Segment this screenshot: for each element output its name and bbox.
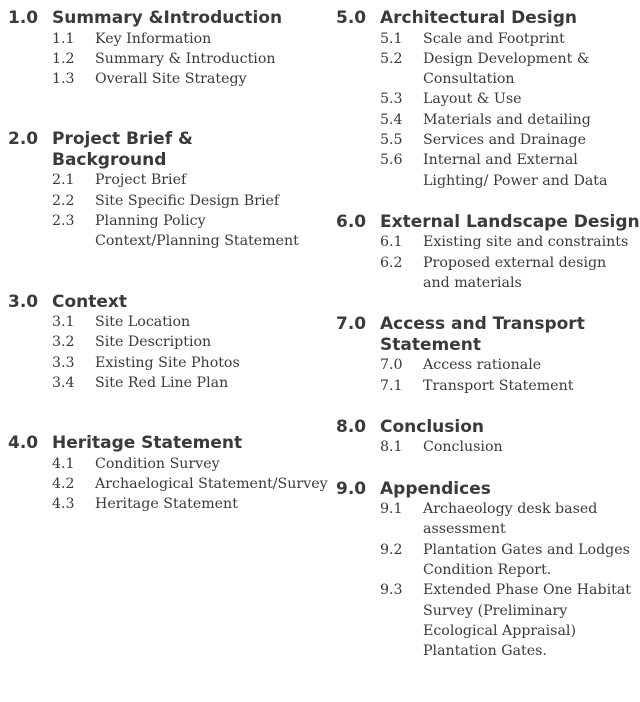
item-number: 5.4 xyxy=(380,111,403,128)
section-number: 4.0 xyxy=(8,433,39,454)
item-label: Site Specific Design Brief xyxy=(95,192,280,209)
section-title: Architectural Design xyxy=(380,8,577,28)
item-label: Site Description xyxy=(95,334,212,351)
toc-item xyxy=(336,130,636,150)
item-number: 7.0 xyxy=(380,357,403,374)
item-number: 5.2 xyxy=(380,50,403,67)
item-number: 5.1 xyxy=(380,30,403,47)
item-label: Overall Site Strategy xyxy=(95,71,247,88)
toc-section-1 xyxy=(8,8,333,89)
item-number: 2.2 xyxy=(52,192,75,209)
toc-item xyxy=(8,211,333,252)
item-label: Transport Statement xyxy=(423,377,574,394)
item-label: Summary & Introduction xyxy=(95,50,276,67)
section-items xyxy=(8,454,333,515)
section-title: Project Brief & Background xyxy=(52,129,193,170)
section-title: Conclusion xyxy=(380,416,484,437)
item-label: Scale and Footprint xyxy=(423,30,565,47)
section-title: Appendices xyxy=(380,478,491,499)
item-number: 1.2 xyxy=(52,50,75,67)
section-heading xyxy=(8,433,333,454)
toc-item xyxy=(8,494,333,514)
toc-item xyxy=(336,232,636,252)
item-number: 6.1 xyxy=(380,234,403,251)
section-items xyxy=(336,232,636,293)
item-label: Extended Phase One Habitat Survey (Preliminary Ecological Appraisal) Plantation Gates. xyxy=(423,582,631,660)
toc-item xyxy=(336,580,636,661)
section-title: Heritage Statement xyxy=(52,433,243,454)
section-number: 3.0 xyxy=(8,291,39,312)
section-heading xyxy=(336,8,636,29)
toc-item xyxy=(336,499,636,540)
toc-item xyxy=(336,376,636,396)
item-label: Plantation Gates and Lodges Condition Report. xyxy=(423,541,630,579)
section-items xyxy=(336,499,636,661)
item-label: Layout & Use xyxy=(423,91,522,108)
section-heading xyxy=(336,211,640,233)
toc-item xyxy=(8,29,333,49)
item-number: 8.1 xyxy=(380,439,403,456)
item-number: 5.6 xyxy=(380,152,403,169)
item-label: Site Location xyxy=(95,314,191,331)
toc-left-column xyxy=(8,8,333,555)
item-number: 3.4 xyxy=(52,374,75,391)
toc-section-2 xyxy=(8,129,333,251)
item-number: 3.2 xyxy=(52,334,75,351)
section-number: 1.0 xyxy=(8,8,39,28)
toc-item xyxy=(8,373,333,393)
toc-item xyxy=(8,474,333,494)
section-heading xyxy=(8,292,333,313)
toc-item xyxy=(8,312,333,332)
toc-section-8 xyxy=(336,417,636,458)
item-number: 1.1 xyxy=(52,30,75,47)
section-heading xyxy=(8,8,333,29)
section-number: 7.0 xyxy=(336,314,367,335)
section-number: 8.0 xyxy=(336,416,367,437)
item-number: 9.3 xyxy=(380,582,403,599)
item-number: 4.1 xyxy=(52,455,75,472)
item-label: Heritage Statement xyxy=(95,496,238,513)
item-label: Project Brief xyxy=(95,172,187,189)
toc-item xyxy=(8,191,333,211)
section-heading xyxy=(336,314,636,355)
item-number: 7.1 xyxy=(380,377,403,394)
section-title: Summary &Introduction xyxy=(52,8,283,28)
toc-item xyxy=(8,49,333,69)
item-number: 2.1 xyxy=(52,172,75,189)
item-label: Condition Survey xyxy=(95,455,220,472)
item-label: Key Information xyxy=(95,30,212,47)
item-label: Conclusion xyxy=(423,439,503,456)
toc-item xyxy=(8,170,333,190)
item-label: Existing site and constraints xyxy=(423,234,629,251)
toc-item xyxy=(336,540,636,581)
toc-item xyxy=(336,150,636,191)
toc-item xyxy=(8,454,333,474)
item-number: 9.1 xyxy=(380,501,403,518)
toc-item xyxy=(336,89,636,109)
item-label: Access rationale xyxy=(423,357,542,374)
toc-item xyxy=(336,49,636,90)
section-title: Context xyxy=(52,291,128,312)
section-heading xyxy=(336,417,636,438)
section-items xyxy=(8,312,333,393)
toc-section-3 xyxy=(8,292,333,394)
item-number: 3.1 xyxy=(52,314,75,331)
item-label: Design Development & Consultation xyxy=(423,50,590,88)
toc-item xyxy=(8,332,333,352)
item-number: 4.3 xyxy=(52,496,75,513)
toc-item xyxy=(336,253,636,294)
toc-item xyxy=(8,69,333,89)
section-heading xyxy=(8,129,333,170)
item-label: Materials and detailing xyxy=(423,111,591,128)
toc-section-4 xyxy=(8,433,333,514)
toc-right-column xyxy=(336,8,640,702)
section-items xyxy=(8,170,333,251)
item-label: Internal and External Lighting/ Power and Data xyxy=(423,152,608,189)
item-label: Archaelogical Statement/Survey xyxy=(95,476,328,493)
toc-section-6 xyxy=(336,211,640,293)
section-number: 6.0 xyxy=(336,211,367,232)
toc-section-7 xyxy=(336,314,636,396)
item-label: Planning Policy Context/Planning Statement xyxy=(95,212,299,250)
item-number: 3.3 xyxy=(52,354,75,371)
item-label: Existing Site Photos xyxy=(95,354,240,371)
item-number: 5.5 xyxy=(380,131,403,148)
item-number: 5.3 xyxy=(380,91,403,108)
toc-item xyxy=(336,110,636,130)
section-number: 2.0 xyxy=(8,129,39,150)
item-label: Proposed external design and materials xyxy=(423,254,607,291)
section-items xyxy=(336,437,636,457)
toc-item xyxy=(8,353,333,373)
item-label: Services and Drainage xyxy=(423,131,586,148)
toc-item xyxy=(336,29,636,49)
item-number: 2.3 xyxy=(52,212,75,229)
section-items xyxy=(336,29,636,191)
item-number: 6.2 xyxy=(380,254,403,271)
toc-section-9 xyxy=(336,479,636,662)
toc-section-5 xyxy=(336,8,636,191)
item-number: 9.2 xyxy=(380,541,403,558)
toc-item xyxy=(336,355,636,375)
section-number: 5.0 xyxy=(336,8,367,28)
section-items xyxy=(336,355,636,396)
section-number: 9.0 xyxy=(336,478,367,499)
item-number: 1.3 xyxy=(52,71,75,88)
section-items xyxy=(8,29,333,90)
toc-item xyxy=(336,437,636,457)
item-label: Site Red Line Plan xyxy=(95,374,229,391)
item-number: 4.2 xyxy=(52,476,75,493)
section-title: Access and Transport Statement xyxy=(380,314,585,355)
section-heading xyxy=(336,479,636,500)
section-title: External Landscape Design xyxy=(380,211,640,232)
item-label: Archaeology desk based assessment xyxy=(423,501,598,538)
